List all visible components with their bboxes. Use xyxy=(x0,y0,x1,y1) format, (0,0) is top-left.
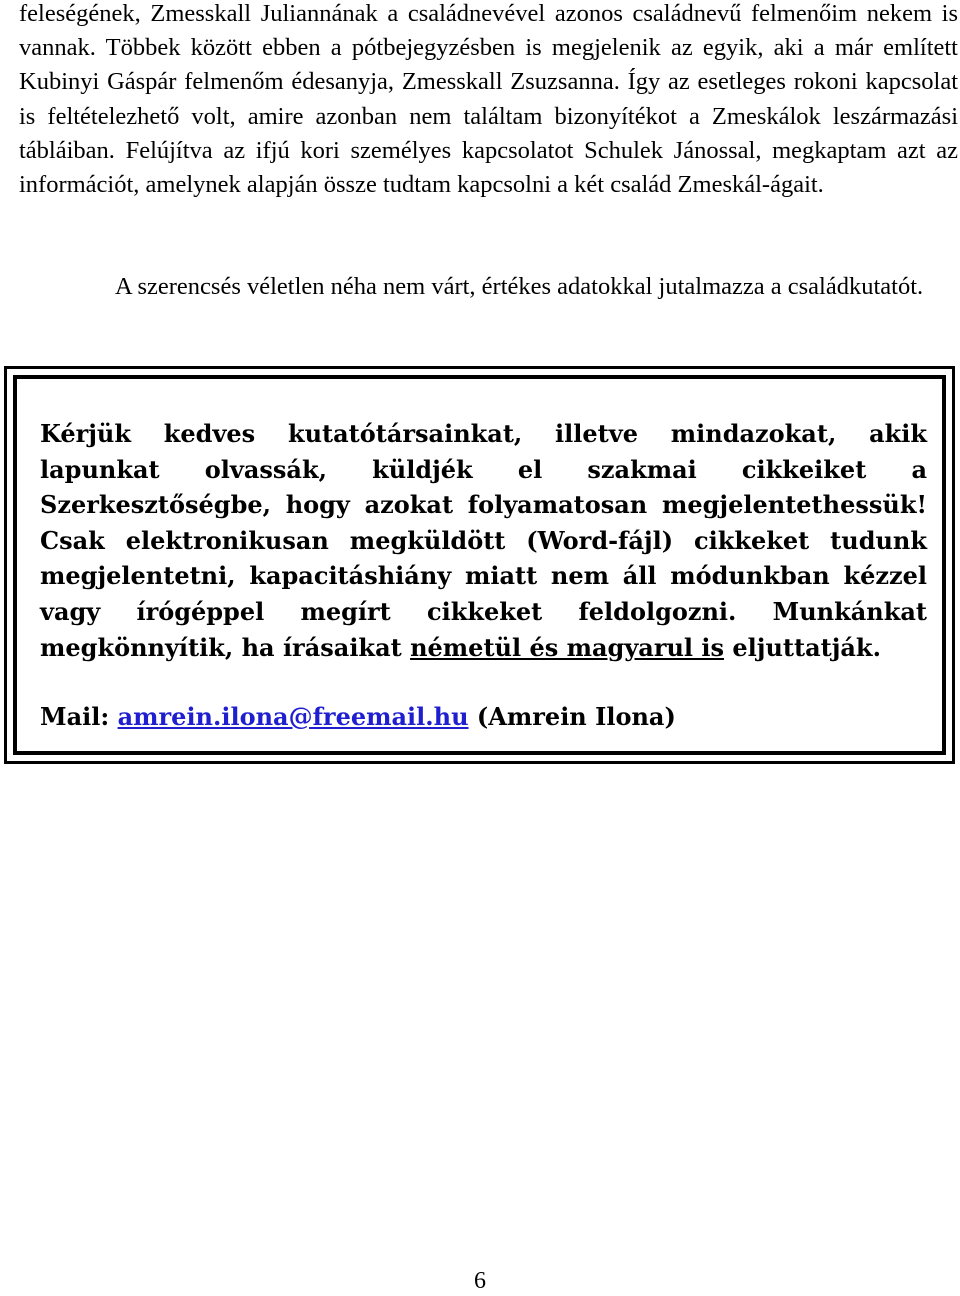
page-number: 6 xyxy=(474,1268,486,1294)
notice-text-end: eljuttatják. xyxy=(724,632,881,662)
article-paragraph-2: A szerencsés véletlen néha nem várt, értékes adatokkal jutalmazza a családkutatót. xyxy=(115,273,924,300)
mail-contact-name: (Amrein Ilona) xyxy=(476,702,676,731)
notice-mail-line xyxy=(40,699,676,734)
article-paragraph-1: feleségének, Zmesskall Juliannának a családnevével azonos családnevű felmenőim nekem is vannak. Többek között ebben a pótbejegyzésben is megjelenik az egyik, aki a már említett Kubinyi Gáspár felmenőm édesanyja, Zmesskall Zsuzsanna. Így az esetleges rokoni kapcsolat is feltételezhető volt, amire azonban nem találtam bizonyítékot a Zmeskálok leszármazási tábláiban. Felújítva az ifjú kori személyes kapcsolatot Schulek Jánossal, megkaptam azt az információt, amelynek alapján össze tudtam kapcsolni a két család Zmeskál-ágait. xyxy=(19,0,958,199)
notice-box-inner xyxy=(13,375,946,755)
notice-text-underlined: németül és magyarul is xyxy=(410,632,725,662)
mail-link[interactable]: amrein.ilona@freemail.hu xyxy=(117,702,469,731)
notice-text xyxy=(40,416,927,665)
notice-box xyxy=(4,366,955,764)
notice-text-main: Kérjük kedves kutatótársainkat, illetve mindazokat, akik lapunkat olvassák, küldjék el szakmai cikkeiket a Szerkesztőségbe, hogy azokat folyamatosan megjelentethessük! Csak elektronikusan megküldött (Word-fájl) cikkeket tudunk megjelentetni, kapacitáshiány miatt nem áll módunkban kézzel vagy írógéppel megírt cikkeket feldolgozni. Munkánkat megkönnyítik, ha írásaikat xyxy=(40,419,927,662)
mail-label: Mail: xyxy=(40,702,110,731)
